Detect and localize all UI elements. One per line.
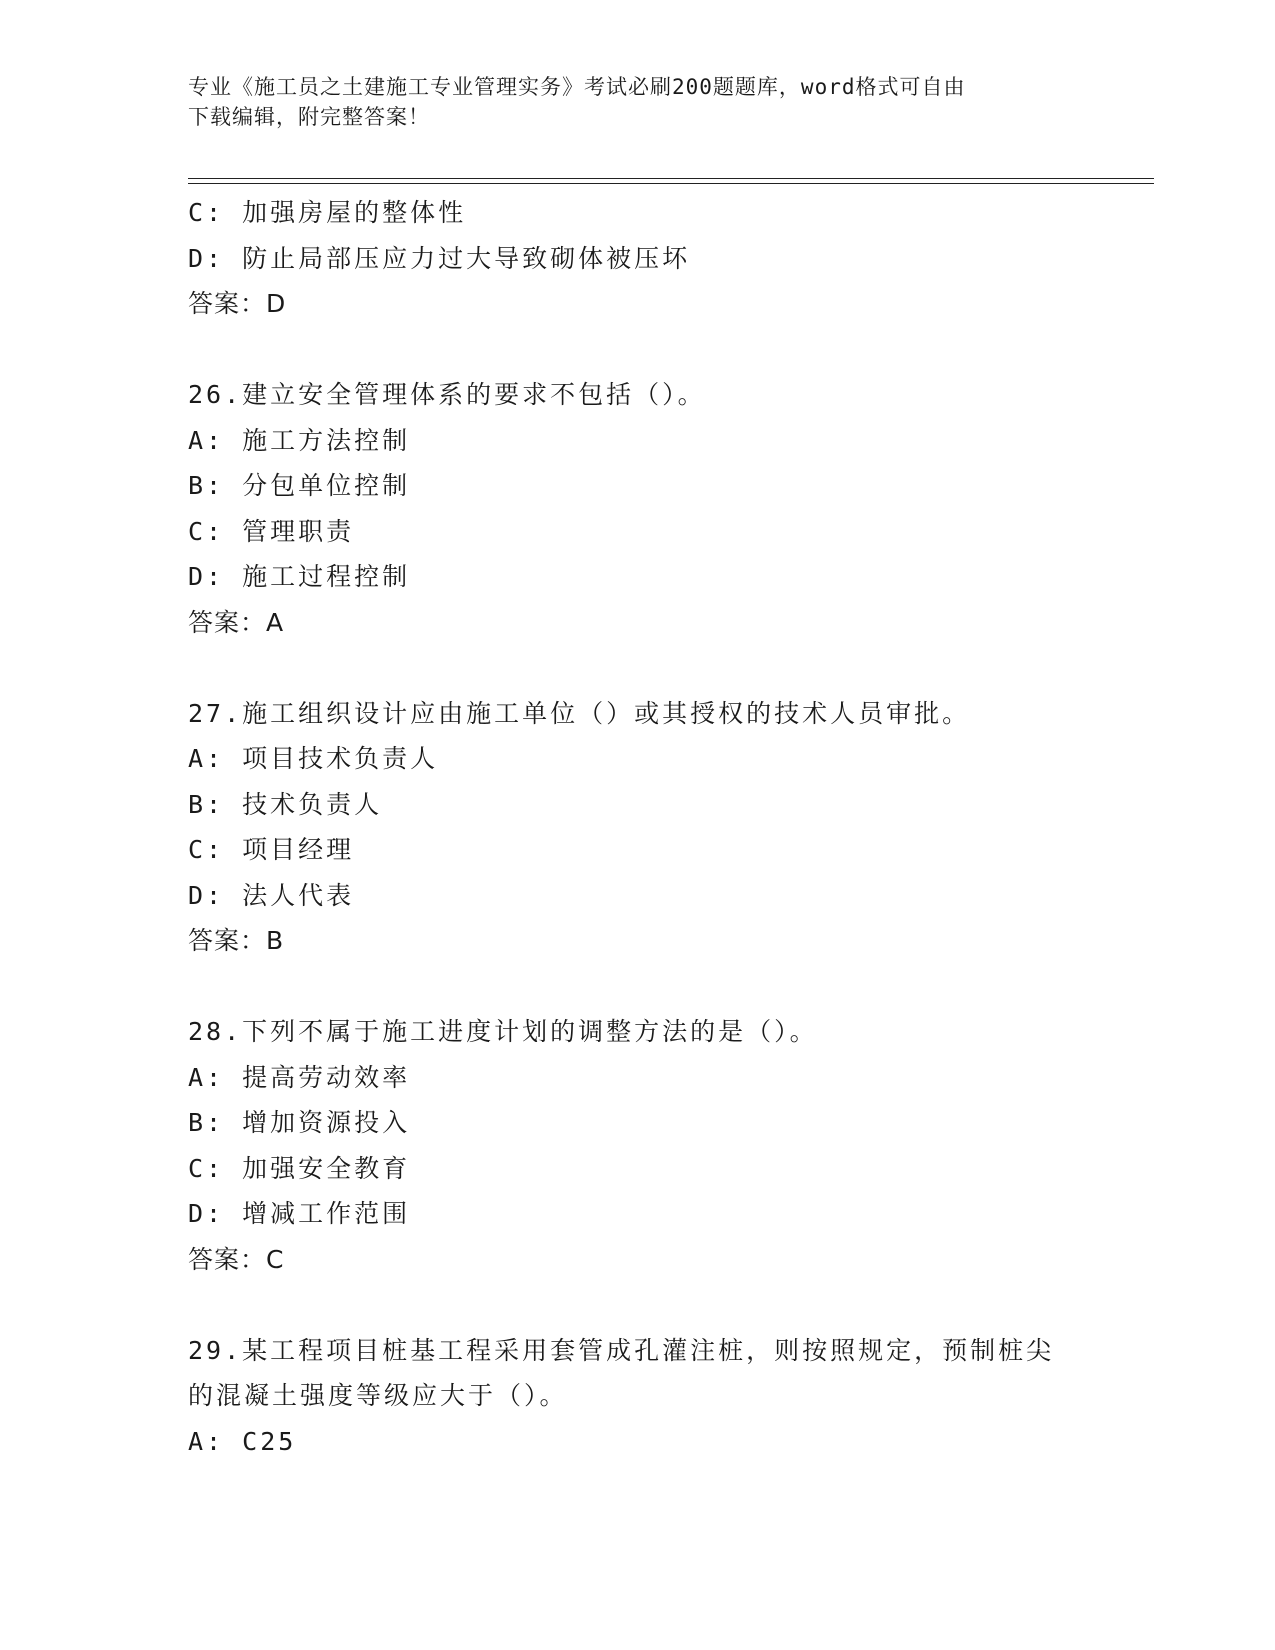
option-c: C: 加强房屋的整体性 xyxy=(188,198,467,227)
option-c: C: 加强安全教育 xyxy=(188,1153,411,1183)
question-28 xyxy=(188,1009,1118,1282)
spacer xyxy=(188,327,1118,373)
option-d: D: 增减工作范围 xyxy=(188,1199,411,1228)
header-line-1: 专业《施工员之土建施工专业管理实务》考试必刷200题题库，word格式可自由 xyxy=(188,75,966,99)
question-text: 28.下列不属于施工进度计划的调整方法的是（）。 xyxy=(188,1017,818,1046)
option-a: A: 施工方法控制 xyxy=(188,425,411,455)
document-header xyxy=(188,72,1088,132)
question-text-line-2: 的混凝土强度等级应大于（）。 xyxy=(188,1381,568,1410)
question-29 xyxy=(188,1328,1118,1465)
question-text: 27.施工组织设计应由施工单位（）或其授权的技术人员审批。 xyxy=(188,698,971,728)
option-b: B: 技术负责人 xyxy=(188,789,383,819)
option-c: C: 项目经理 xyxy=(188,835,355,864)
header-divider-top xyxy=(188,178,1154,179)
question-25-continuation xyxy=(188,190,1118,327)
document-body xyxy=(188,190,1118,1464)
option-c: C: 管理职责 xyxy=(188,516,355,546)
option-d: D: 施工过程控制 xyxy=(188,562,411,591)
option-d: D: 防止局部压应力过大导致砌体被压坏 xyxy=(188,243,691,273)
answer-line: 答案：C xyxy=(188,1244,285,1274)
question-text-line-1: 29.某工程项目桩基工程采用套管成孔灌注桩，则按照规定，预制桩尖 xyxy=(188,1335,1055,1365)
answer-line: 答案：A xyxy=(188,607,285,637)
spacer xyxy=(188,964,1118,1010)
option-a: A: 项目技术负责人 xyxy=(188,744,439,773)
spacer xyxy=(188,1282,1118,1328)
answer-line: 答案：B xyxy=(188,926,285,955)
option-b: B: 增加资源投入 xyxy=(188,1108,411,1137)
question-text: 26.建立安全管理体系的要求不包括（）。 xyxy=(188,380,706,409)
question-26 xyxy=(188,372,1118,645)
header-divider-bottom xyxy=(188,183,1154,184)
option-d: D: 法人代表 xyxy=(188,880,355,910)
header-line-2: 下载编辑，附完整答案！ xyxy=(188,105,430,129)
option-a: A: C25 xyxy=(188,1426,297,1456)
spacer xyxy=(188,645,1118,691)
option-a: A: 提高劳动效率 xyxy=(188,1062,411,1092)
question-27 xyxy=(188,691,1118,964)
answer-line: 答案：D xyxy=(188,289,287,318)
option-b: B: 分包单位控制 xyxy=(188,471,411,500)
